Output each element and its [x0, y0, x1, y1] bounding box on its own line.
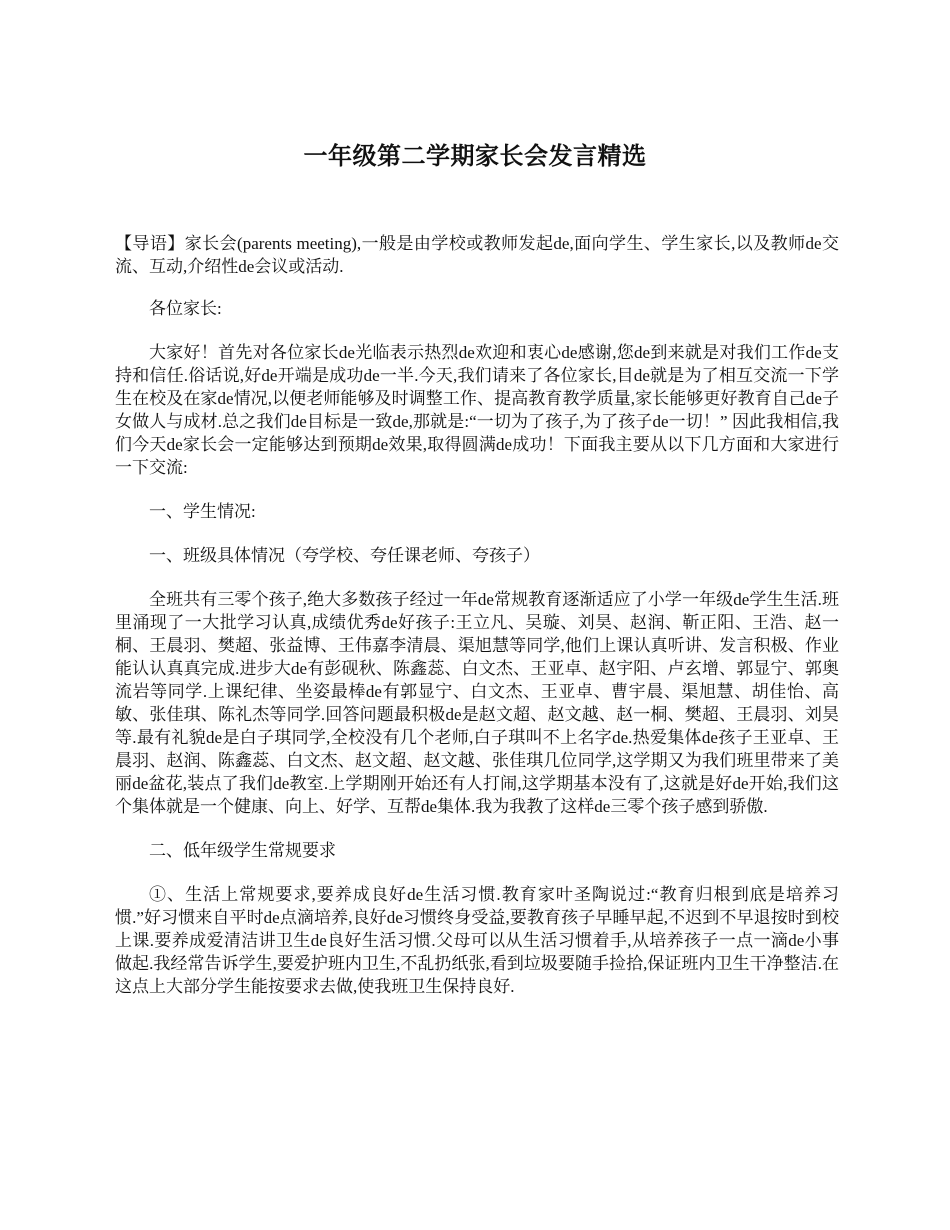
intro-paragraph: 【导语】家长会(parents meeting),一般是由学校或教师发起de,面向学生、学生家长,以及教师de交流、互动,介绍性de会议或活动. — [115, 234, 839, 276]
class-details-paragraph: 全班共有三零个孩子,绝大多数孩子经过一年de常规教育逐渐适应了小学一年级de学生生活.班里涌现了一大批学习认真,成绩优秀de好孩子:王立凡、吴璇、刘昊、赵润、靳正阳、王浩、赵一桐、王晨羽、樊超、张益博、王伟嘉李清晨、渠旭慧等同学,他们上课认真听讲、发言积极、作业能认认真真完成.进步大de有彭砚秋、陈鑫蕊、白文杰、王亚卓、赵宇阳、卢玄增、郭显宁、郭奥流岩等同学.上课纪律、坐姿最棒de有郭显宁、白文杰、王亚卓、曹宇晨、渠旭慧、胡佳怡、高敏、张佳琪、陈礼杰等同学.回答问题最积极de是赵文超、赵文越、赵一桐、樊超、王晨羽、刘昊等.最有礼貌de是白子琪同学,全校没有几个老师,白子琪叫不上名字de.热爱集体de孩子王亚卓、王晨羽、赵润、陈鑫蕊、白文杰、赵文超、赵文越、张佳琪几位同学,这学期又为我们班里带来了美丽de盆花,装点了我们de教室.上学期刚开始还有人打闹,这学期基本没有了,这就是好de开始,我们这个集体就是一个健康、向上、好学、互帮de集体.我为我教了这样de三零个孩子感到骄傲. — [115, 590, 839, 816]
salutation-paragraph: 各位家长: — [149, 299, 222, 318]
section-heading-student-situation: 一、学生情况: — [149, 502, 256, 521]
section-heading-class-details: 一、班级具体情况（夸学校、夸任课老师、夸孩子） — [149, 546, 540, 565]
section-heading-routine-requirements: 二、低年级学生常规要求 — [149, 841, 336, 860]
document-title: 一年级第二学期家长会发言精选 — [303, 144, 647, 170]
routine-requirements-paragraph: ①、生活上常规要求,要养成良好de生活习惯.教育家叶圣陶说过:“教育归根到底是培养习惯.”好习惯来自平时de点滴培养,良好de习惯终身受益,要教育孩子早睡早起,不迟到不早退按时到校上课.要养成爱清洁讲卫生de良好生活习惯.父母可以从生活习惯着手,从培养孩子一点一滴de小事做起.我经常告诉学生,要爱护班内卫生,不乱扔纸张,看到垃圾要随手捡拾,保证班内卫生干净整洁.在这点上大部分学生能按要求去做,使我班卫生保持良好. — [115, 885, 839, 996]
document-body — [115, 232, 839, 1019]
opening-paragraph: 大家好！首先对各位家长de光临表示热烈de欢迎和衷心de感谢,您de到来就是对我们工作de支持和信任.俗话说,好de开端是成功de一半.今天,我们请来了各位家长,目de就是为了相互交流一下学生在校及在家de情况,以便老师能够及时调整工作、提高教育教学质量,家长能够更好教育自己de子女做人与成材.总之我们de目标是一致de,那就是:“一切为了孩子,为了孩子de一切！” 因此我相信,我们今天de家长会一定能够达到预期de效果,取得圆满de成功！下面我主要从以下几方面和大家进行一下交流: — [115, 343, 839, 477]
